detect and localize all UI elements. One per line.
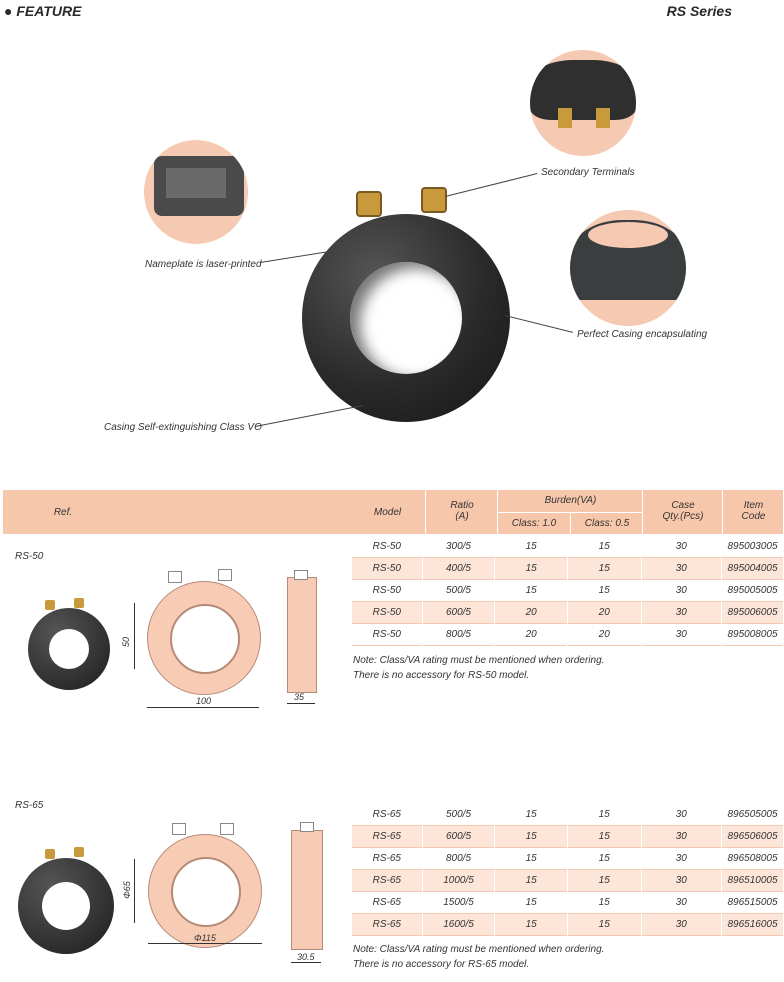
rs65-front-drawing (148, 834, 262, 948)
cell-qty: 30 (641, 892, 722, 914)
cell-c1: 15 (495, 558, 568, 580)
cell-qty: 30 (641, 624, 722, 646)
table-row (352, 580, 784, 602)
cell-model: RS-65 (352, 826, 422, 848)
cell-qty: 30 (641, 870, 722, 892)
table-row (352, 624, 784, 646)
cell-c05: 15 (567, 826, 641, 848)
rs65-dim-width: Φ115 (194, 933, 216, 943)
cell-ratio: 800/5 (422, 624, 495, 646)
cell-code: 895003005 (722, 536, 784, 558)
cell-qty: 30 (641, 914, 722, 936)
cell-ratio: 600/5 (422, 602, 495, 624)
rs65-side-drawing (291, 830, 323, 950)
table-row (352, 602, 784, 624)
cell-ratio: 300/5 (422, 536, 495, 558)
cell-c1: 15 (495, 536, 568, 558)
cell-model: RS-50 (352, 602, 422, 624)
cell-ratio: 600/5 (422, 826, 495, 848)
feature-heading: ● FEATURE (4, 3, 82, 19)
cell-c05: 15 (567, 580, 641, 602)
cell-c05: 15 (567, 892, 641, 914)
table-row (352, 848, 784, 870)
terminal-icon (74, 847, 84, 857)
cell-c1: 15 (495, 870, 568, 892)
cell-c05: 15 (567, 558, 641, 580)
cell-code: 895005005 (722, 580, 784, 602)
cell-c1: 15 (495, 580, 568, 602)
cell-c05: 20 (567, 624, 641, 646)
terminal-icon (356, 191, 382, 217)
table-row (352, 804, 784, 826)
cell-qty: 30 (641, 558, 722, 580)
cell-code: 896508005 (722, 848, 784, 870)
rs50-product-photo (28, 608, 110, 690)
rs50-dim-height: 50 (121, 636, 132, 648)
cell-model: RS-65 (352, 804, 422, 826)
rs65-notes (353, 942, 604, 972)
terminal-icon (421, 187, 447, 213)
cell-qty: 30 (641, 848, 722, 870)
cell-ratio: 1000/5 (422, 870, 495, 892)
terminal-icon (45, 849, 55, 859)
rs50-notes (353, 653, 604, 683)
header-ratio: Ratio (A) (425, 490, 498, 534)
cell-model: RS-65 (352, 914, 422, 936)
rs50-front-drawing (147, 581, 261, 695)
table-row (352, 870, 784, 892)
cell-code: 895006005 (722, 602, 784, 624)
table-row (352, 826, 784, 848)
table-row (352, 558, 784, 580)
table-row (352, 536, 784, 558)
cell-code: 895008005 (722, 624, 784, 646)
cell-c1: 20 (495, 602, 568, 624)
cell-code: 896506005 (722, 826, 784, 848)
cell-c05: 15 (567, 870, 641, 892)
cell-c05: 15 (567, 804, 641, 826)
cell-qty: 30 (641, 602, 722, 624)
rs65-product-photo (18, 858, 114, 954)
cell-ratio: 800/5 (422, 848, 495, 870)
cell-ratio: 1600/5 (422, 914, 495, 936)
cell-qty: 30 (641, 536, 722, 558)
cell-model: RS-65 (352, 892, 422, 914)
cell-model: RS-50 (352, 558, 422, 580)
rs50-table (352, 536, 784, 646)
rs65-dim-depth: 30.5 (297, 952, 315, 962)
series-title: RS Series (666, 3, 732, 19)
cell-c05: 15 (567, 848, 641, 870)
header-ref: Ref. (53, 507, 73, 518)
cell-qty: 30 (641, 826, 722, 848)
cell-ratio: 400/5 (422, 558, 495, 580)
note-line: There is no accessory for RS-65 model. (353, 959, 530, 970)
cell-model: RS-50 (352, 536, 422, 558)
cell-c1: 15 (495, 892, 568, 914)
cell-c1: 15 (495, 826, 568, 848)
header-burden: Burden(VA) (497, 490, 643, 513)
header-class-05: Class: 0.5 (570, 513, 643, 534)
cell-ratio: 500/5 (422, 804, 495, 826)
cell-ratio: 1500/5 (422, 892, 495, 914)
detail-terminals-photo (530, 50, 636, 156)
cell-c1: 15 (495, 804, 568, 826)
cell-c1: 20 (495, 624, 568, 646)
table-row (352, 914, 784, 936)
cell-ratio: 500/5 (422, 580, 495, 602)
cell-model: RS-50 (352, 580, 422, 602)
header-class-1: Class: 1.0 (497, 513, 570, 534)
callout-perfect-casing: Perfect Casing encapsulating (577, 329, 708, 340)
note-line: Note: Class/VA rating must be mentioned when ordering. (353, 655, 605, 666)
callout-secondary-terminals: Secondary Terminals (541, 167, 635, 178)
cell-c1: 15 (495, 848, 568, 870)
header-item-code: Item Code (722, 490, 784, 534)
callout-nameplate: Nameplate is laser-printed (145, 259, 262, 270)
rs50-side-drawing (287, 577, 317, 693)
spec-table-header (3, 490, 783, 534)
ct-main-photo (302, 214, 510, 422)
cell-qty: 30 (641, 580, 722, 602)
cell-qty: 30 (641, 804, 722, 826)
detail-nameplate-photo (144, 140, 248, 244)
rs50-label: RS-50 (15, 551, 44, 562)
callout-casing-self-extinguishing: Casing Self-extinguishing Class VO (104, 422, 262, 433)
rs65-dim-height: Φ65 (121, 881, 132, 899)
bullet-icon: ● (4, 3, 13, 19)
cell-c05: 20 (567, 602, 641, 624)
cell-code: 896516005 (722, 914, 784, 936)
note-line: Note: Class/VA rating must be mentioned when ordering. (353, 944, 605, 955)
rs65-table (352, 804, 784, 936)
terminal-icon (74, 598, 84, 608)
cell-code: 896510005 (722, 870, 784, 892)
rs50-dim-width: 100 (196, 696, 212, 706)
cell-c05: 15 (567, 914, 641, 936)
table-row (352, 892, 784, 914)
cell-code: 896505005 (722, 804, 784, 826)
terminal-icon (45, 600, 55, 610)
cell-c05: 15 (567, 536, 641, 558)
note-line: There is no accessory for RS-50 model. (353, 670, 530, 681)
rs65-label: RS-65 (15, 800, 44, 811)
header-model: Model (373, 507, 402, 518)
cell-model: RS-65 (352, 870, 422, 892)
header-case-qty: Case Qty.(Pcs) (642, 490, 723, 534)
cell-model: RS-65 (352, 848, 422, 870)
detail-casing-photo (570, 210, 686, 326)
cell-code: 896515005 (722, 892, 784, 914)
rs50-dim-depth: 35 (294, 692, 305, 702)
cell-code: 895004005 (722, 558, 784, 580)
cell-model: RS-50 (352, 624, 422, 646)
cell-c1: 15 (495, 914, 568, 936)
